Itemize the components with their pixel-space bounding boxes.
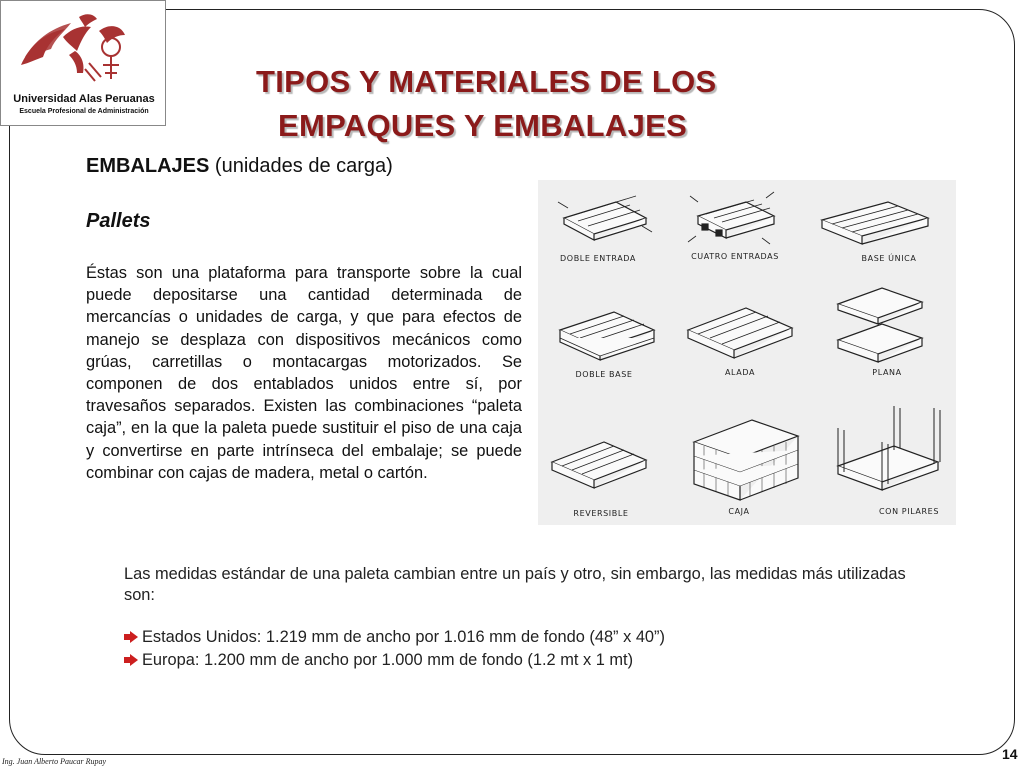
slide-title-line1: TIPOS Y MATERIALES DE LOS [256, 64, 717, 99]
section-heading-rest: (unidades de carga) [209, 155, 393, 177]
label-plana: PLANA [872, 368, 902, 377]
pallets-description: Éstas son una plataforma para transporte sobre la cual puede depositarse una cantidad determinada de mercancías o unidades de carga, y que para efectos de manejo se desplaza con dispositivos mecánicos como grúas, carretillas o montacargas motorizados. Se componen de dos entablados unidos entre sí, por travesaños separados. Existen las combinaciones “paleta caja”, en la que la paleta puede sustituir el piso de una caja y convertirse en parte intrínseca del embalaje; se puede combinar con cajas de madera, metal o cartón. [86, 264, 522, 482]
measure-item-europe [124, 651, 633, 670]
pallet-doble-entrada [564, 196, 646, 240]
measures-intro: Las medidas estándar de una paleta cambian entre un país y otro, sin embargo, las medidas más utilizadas son: [124, 565, 906, 604]
pallet-alada [688, 308, 792, 358]
pallet-con-pilares [838, 406, 940, 490]
red-arrow-bullet-icon [124, 631, 138, 643]
pallet-caja [694, 420, 798, 500]
pallet-cuatro-entradas [698, 200, 774, 238]
label-base-unica: BASE ÚNICA [861, 254, 917, 263]
measure-item-usa-text: Estados Unidos: 1.219 mm de ancho por 1.016 mm de fondo (48” x 40”) [142, 628, 665, 646]
pallet-plana [838, 288, 922, 362]
section-heading-bold: EMBALAJES [86, 155, 210, 177]
page-number: 14 [1002, 746, 1018, 762]
label-doble-base: DOBLE BASE [575, 370, 633, 379]
label-con-pilares: CON PILARES [879, 507, 939, 516]
pallet-types-figure [538, 180, 956, 525]
label-alada: ALADA [724, 368, 756, 377]
slide-title-line2: EMPAQUES Y EMBALAJES [278, 108, 688, 143]
pallets-subheading: Pallets [86, 210, 151, 232]
label-reversible: REVERSIBLE [573, 509, 629, 518]
label-cuatro-entradas: CUATRO ENTRADAS [691, 252, 779, 261]
label-doble-entrada: DOBLE ENTRADA [560, 254, 636, 263]
pallet-base-unica [822, 202, 928, 244]
measure-item-usa [124, 628, 665, 647]
author-footer: Ing. Juan Alberto Paucar Rupay [2, 757, 107, 766]
red-arrow-bullet-icon [124, 654, 138, 666]
pallet-drawings [538, 180, 956, 525]
pallet-doble-base [560, 312, 654, 360]
winged-bird-emblem-icon [15, 7, 133, 87]
measure-item-europe-text: Europa: 1.200 mm de ancho por 1.000 mm de fondo (1.2 mt x 1 mt) [142, 651, 634, 669]
school-subtitle: Escuela Profesional de Administración [19, 108, 149, 115]
university-logo [0, 0, 166, 126]
university-name: Universidad Alas Peruanas [13, 93, 155, 105]
section-heading [86, 155, 393, 178]
pallet-reversible [552, 442, 646, 488]
label-caja: CAJA [728, 507, 750, 516]
